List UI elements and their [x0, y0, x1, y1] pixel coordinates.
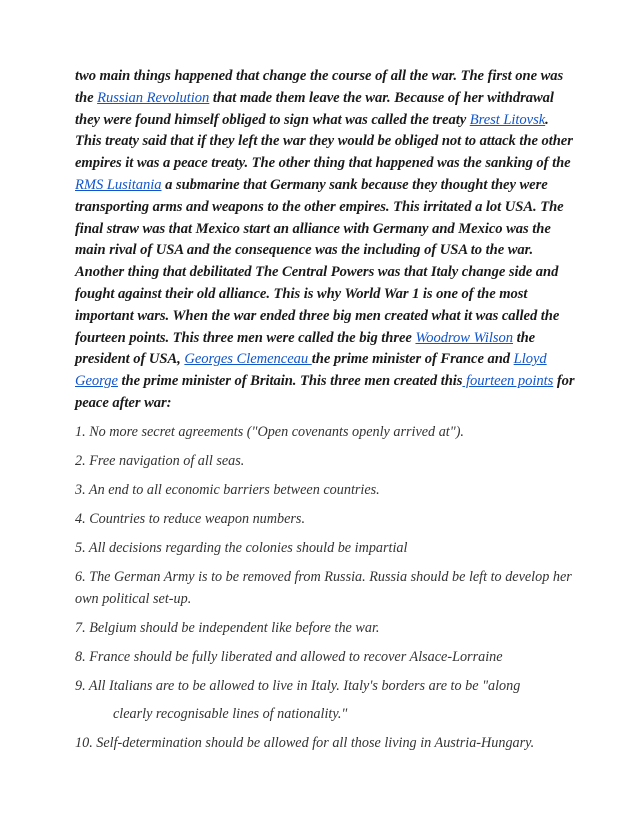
- para-text-3: . This treaty said that if they left the war they would be obliged not to attack the other empires it was a peace treaty. The other thing that happened was the sanking of the: [75, 111, 573, 172]
- link-brest-litovsk[interactable]: Brest Litovsk: [469, 111, 546, 128]
- point-text: 7. Belgium should be independent like before the war.: [75, 619, 380, 636]
- list-item: [75, 732, 575, 754]
- list-item: [75, 566, 575, 610]
- list-item: [75, 537, 575, 559]
- link-georges-clemenceau[interactable]: Georges Clemenceau: [184, 351, 312, 368]
- para-text-1: two main things happened that change the course of all the war. The first one was the: [75, 68, 564, 106]
- para-text-7: the prime minister of Britain. This three men created this: [117, 373, 463, 390]
- para-text-2: that made them leave the war. Because of her withdrawal they were found himself obliged to sign what was called the treaty: [75, 89, 554, 128]
- para-text-5: the president of USA,: [75, 329, 536, 368]
- para-text-6: the prime minister of France and: [311, 351, 514, 368]
- list-item: [75, 479, 575, 501]
- document-page: [75, 66, 575, 761]
- point-continuation: clearly recognisable lines of nationality.": [113, 705, 348, 722]
- list-item: [75, 675, 575, 725]
- list-item: [75, 508, 575, 530]
- list-item: [75, 646, 575, 668]
- list-item: [75, 450, 575, 472]
- point-text: 8. France should be fully liberated and allowed to recover Alsace-Lorraine: [75, 648, 503, 665]
- list-item: [75, 617, 575, 639]
- link-lloyd-george[interactable]: Lloyd George: [75, 351, 547, 390]
- point-text: 6. The German Army is to be removed from Russia. Russia should be left to develop her own political set-up.: [75, 568, 572, 607]
- intro-paragraph: [75, 66, 575, 415]
- fourteen-points-list: [75, 421, 575, 754]
- link-fourteen-points[interactable]: fourteen points: [462, 373, 554, 390]
- point-text: 10. Self-determination should be allowed for all those living in Austria-Hungary.: [75, 734, 535, 751]
- link-russian-revolution[interactable]: Russian Revolution: [97, 89, 210, 106]
- point-text: 2. Free navigation of all seas.: [75, 452, 245, 469]
- point-text: 4. Countries to reduce weapon numbers.: [75, 510, 305, 527]
- link-rms-lusitania[interactable]: RMS Lusitania: [75, 176, 162, 193]
- para-text-4: a submarine that Germany sank because they thought they were transporting arms and weapons to the other empires. This irritated a lot USA. The final straw was that Mexico start an alliance with Germany and Mexico was the main rival of USA and the consequence was the including of USA to the war. Another thing that debilitated The Central Powers was that Italy change side and fought against their old alliance. This is why World War 1 is one of the most important wars. When the war ended three big men created what it was called the fourteen points. This three men were called the big three: [75, 176, 564, 346]
- point-text: 9. All Italians are to be allowed to live in Italy. Italy's borders are to be "along: [75, 677, 521, 694]
- point-text: 1. No more secret agreements ("Open covenants openly arrived at").: [75, 423, 464, 440]
- point-text: 3. An end to all economic barriers between countries.: [75, 481, 380, 498]
- point-text: 5. All decisions regarding the colonies should be impartial: [75, 539, 408, 556]
- link-woodrow-wilson[interactable]: Woodrow Wilson: [415, 329, 514, 346]
- para-text-8: for peace after war:: [75, 373, 575, 411]
- list-item: [75, 421, 575, 443]
